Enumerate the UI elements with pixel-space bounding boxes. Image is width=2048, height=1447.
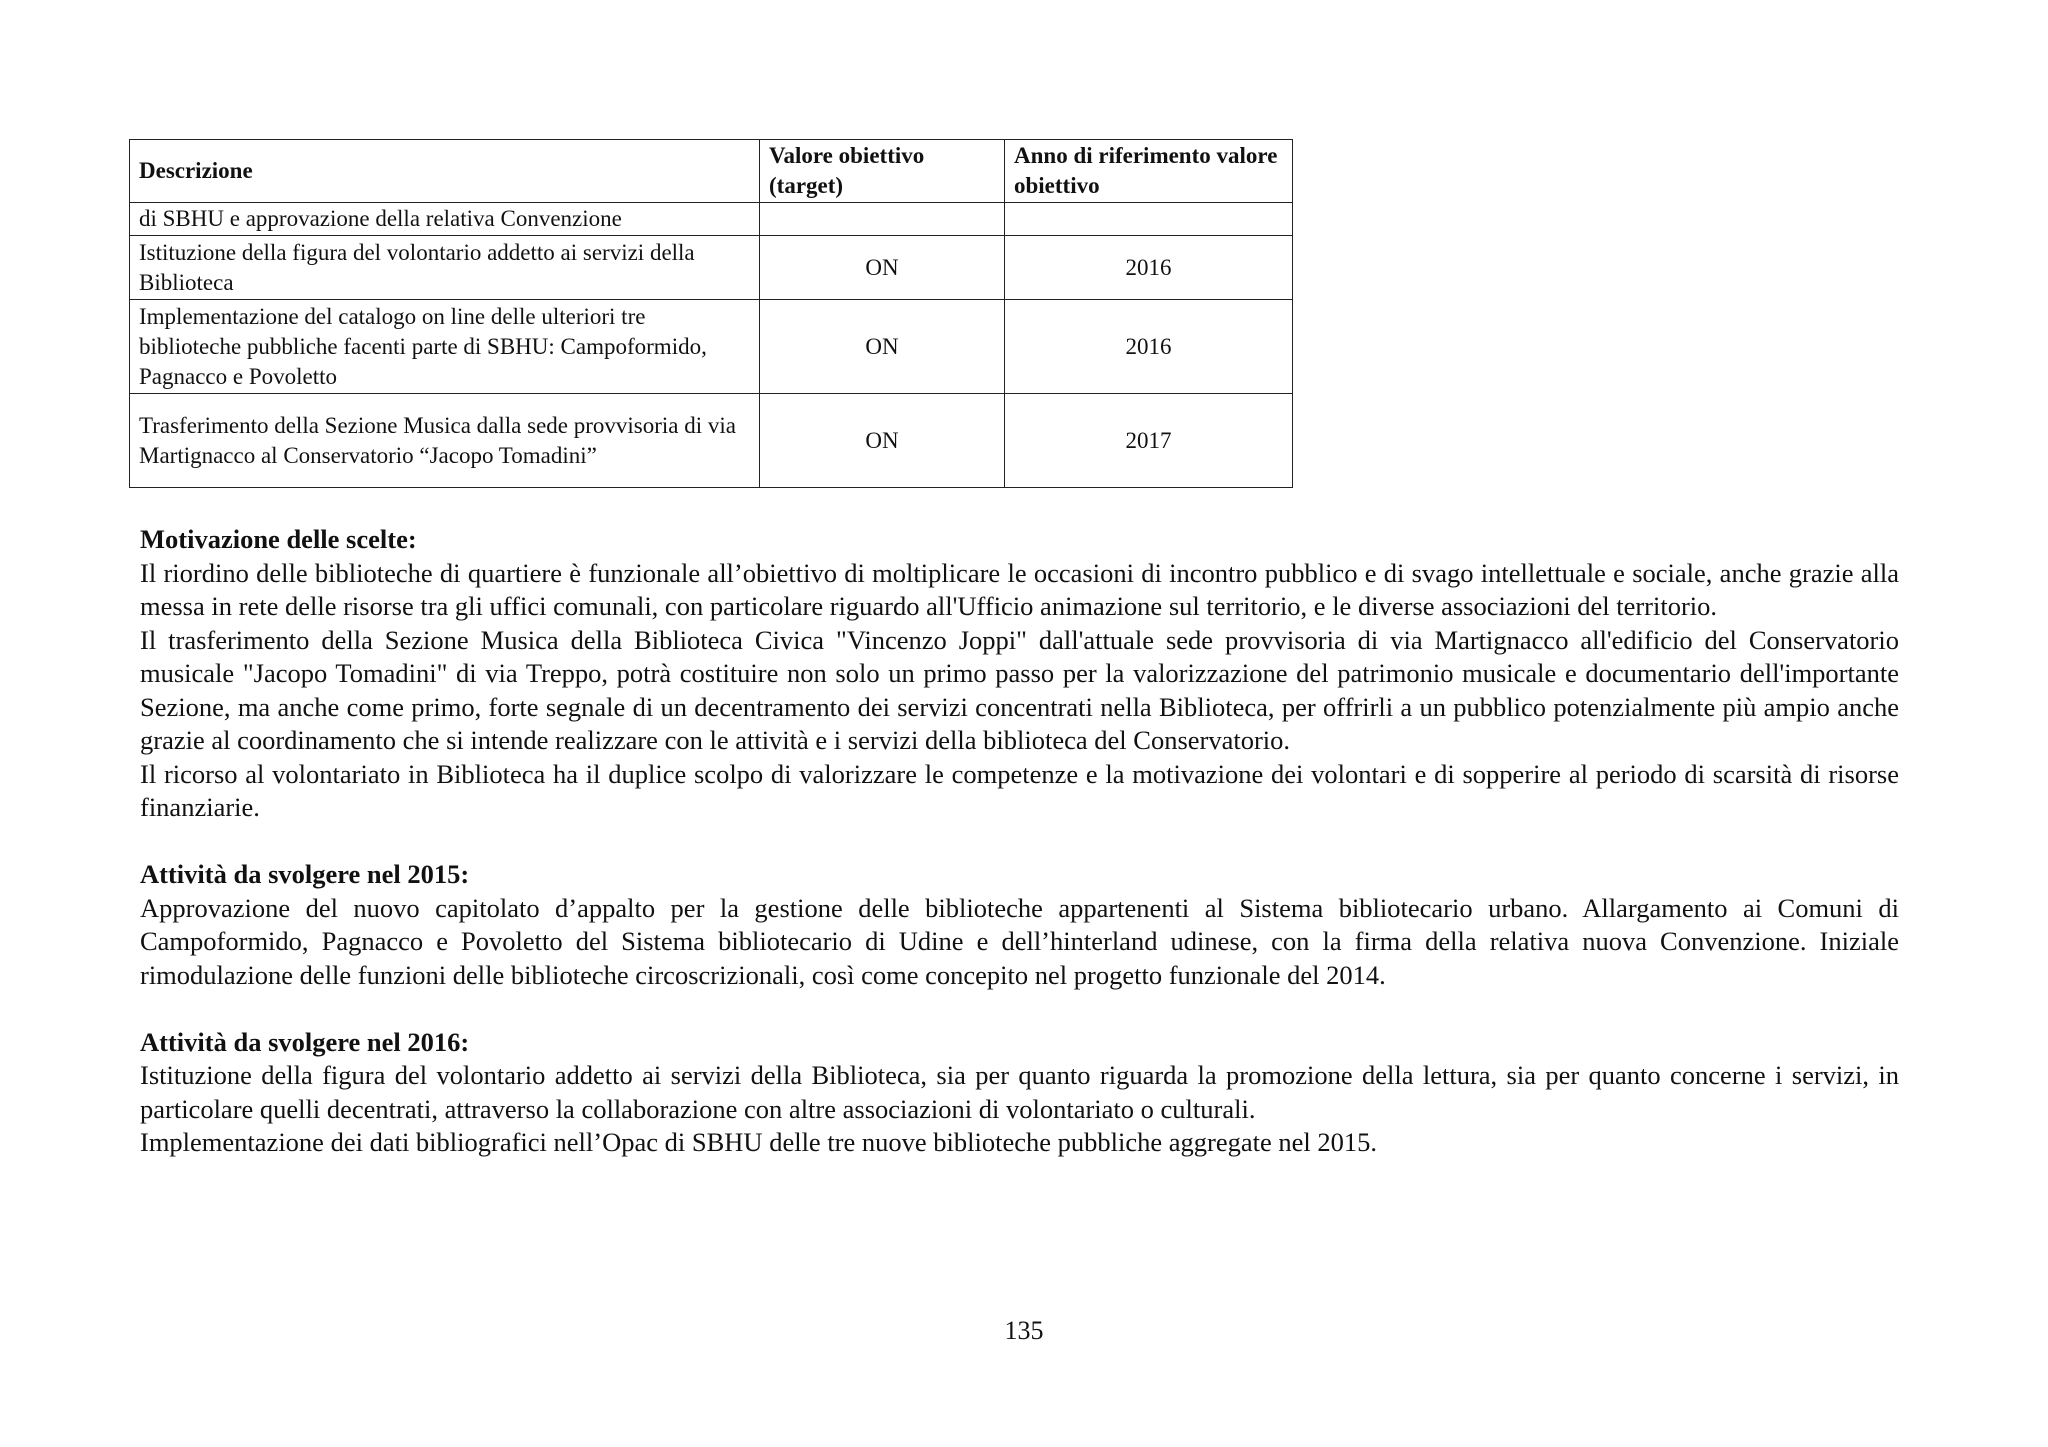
table-header-row — [130, 140, 1293, 203]
cell-anno — [1005, 203, 1293, 236]
section-attivita-2016 — [140, 1026, 1899, 1160]
section-attivita-2015 — [140, 858, 1899, 992]
cell-anno: 2016 — [1005, 236, 1293, 300]
header-anno-riferimento: Anno di riferimento valore obiettivo — [1005, 140, 1293, 203]
heading-attivita-2016: Attività da svolgere nel 2016: — [140, 1026, 470, 1057]
header-descrizione: Descrizione — [130, 140, 760, 203]
spacer — [140, 992, 1899, 1026]
paragraph: Istituzione della figura del volontario addetto ai servizi della Biblioteca, sia per quanto riguarda la promozione della lettura, sia per quanto concerne i servizi, in particolare quelli decentrati, attraverso la collaborazione con altre associazioni di volontariato o culturali. — [140, 1060, 1899, 1124]
paragraph: Il trasferimento della Sezione Musica della Biblioteca Civica "Vincenzo Joppi" dall'attuale sede provvisoria di via Martignacco all'edificio del Conservatorio musicale "Jacopo Tomadini" di via Treppo, potrà costituire non solo un primo passo per la valorizzazione del patrimonio musicale e documentario dell'importante Sezione, ma anche come primo, forte segnale di un decentramento dei servizi concentrati nella Biblioteca, per offrirli a un pubblico potenzialmente più ampio anche grazie al coordinamento che si intende realizzare con le attività e i servizi della biblioteca del Conservatorio. — [140, 624, 1899, 755]
cell-descrizione: di SBHU e approvazione della relativa Convenzione — [130, 203, 760, 236]
cell-valore: ON — [760, 236, 1005, 300]
body-text — [140, 523, 1899, 1160]
cell-anno: 2016 — [1005, 300, 1293, 394]
table-row — [130, 300, 1293, 394]
spacer — [140, 825, 1899, 859]
cell-descrizione: Istituzione della figura del volontario addetto ai servizi della Biblioteca — [130, 236, 760, 300]
paragraph: Implementazione dei dati bibliografici nell’Opac di SBHU delle tre nuove biblioteche pubbliche aggregate nel 2015. — [140, 1127, 1377, 1157]
table-row — [130, 203, 1293, 236]
heading-attivita-2015: Attività da svolgere nel 2015: — [140, 859, 470, 889]
table-row — [130, 236, 1293, 300]
cell-anno: 2017 — [1005, 394, 1293, 488]
cell-valore — [760, 203, 1005, 236]
targets-table — [129, 139, 1293, 488]
page-number: 135 — [1004, 1316, 1044, 1345]
table-row — [130, 394, 1293, 488]
section-motivazione — [140, 523, 1899, 825]
paragraph: Il ricorso al volontariato in Biblioteca ha il duplice scolpo di valorizzare le competenze e la motivazione dei volontari e di sopperire al periodo di scarsità di risorse finanziarie. — [140, 758, 1899, 822]
header-valore-obiettivo: Valore obiettivo (target) — [760, 140, 1005, 203]
paragraph: Approvazione del nuovo capitolato d’appalto per la gestione delle biblioteche appartenenti al Sistema bibliotecario urbano. Allargamento ai Comuni di Campoformido, Pagnacco e Povoletto del Sistema bibliotecario di Udine e dell’hinterland udinese, con la firma della relativa nuova Convenzione. Iniziale rimodulazione delle funzioni delle biblioteche circoscrizionali, così come concepito nel progetto funzionale del 2014. — [140, 892, 1899, 990]
paragraph: Il riordino delle biblioteche di quartiere è funzionale all’obiettivo di moltiplicare le occasioni di incontro pubblico e di svago intellettuale e sociale, anche grazie alla messa in rete delle risorse tra gli uffici comunali, con particolare riguardo all'Ufficio animazione sul territorio, e le diverse associazioni del territorio. — [140, 557, 1899, 621]
cell-valore: ON — [760, 394, 1005, 488]
cell-descrizione: Implementazione del catalogo on line delle ulteriori tre biblioteche pubbliche facenti parte di SBHU: Campoformido, Pagnacco e Povoletto — [130, 300, 760, 394]
heading-motivazione: Motivazione delle scelte: — [140, 524, 417, 554]
cell-valore: ON — [760, 300, 1005, 394]
cell-descrizione: Trasferimento della Sezione Musica dalla sede provvisoria di via Martignacco al Conservatorio “Jacopo Tomadini” — [130, 394, 760, 488]
